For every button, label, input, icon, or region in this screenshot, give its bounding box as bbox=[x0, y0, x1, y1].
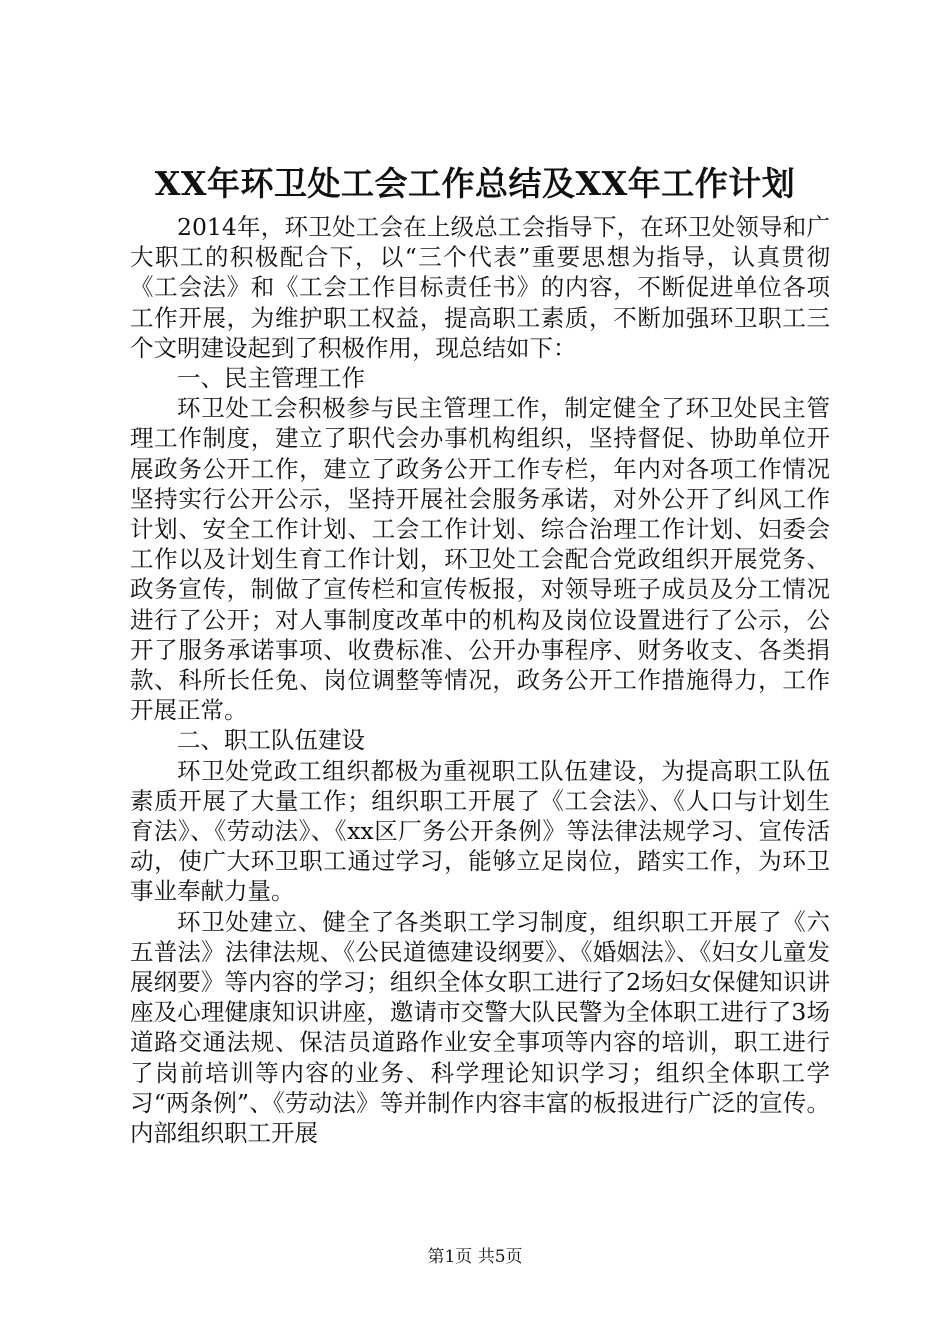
document-title: XX年环卫处工会工作总结及XX年工作计划 bbox=[154, 164, 796, 203]
paragraph-democratic-management: 环卫处工会积极参与民主管理工作，制定健全了环卫处民主管理工作制度，建立了职代会办事机构组织，坚持督促、协助单位开展政务公开工作，建立了政务公开工作专栏，年内对各项工作情况坚持实行公开公示，坚持开展社会服务承诺，对外公开了纠风工作计划、安全工作计划、工会工作计划、综合治理工作计划、妇委会工作以及计划生育工作计划，环卫处工会配合党政组织开展党务、政务宣传，制做了宣传栏和宣传板报，对领导班子成员及分工情况进行了公开；对人事制度改革中的机构及岗位设置进行了公示，公开了服务承诺事项、收费标准、公开办事程序、财务收支、各类捐款、科所长任免、岗位调整等情况，政务公开工作措施得力，工作开展正常。 bbox=[130, 394, 830, 725]
paragraph-study-system: 环卫处建立、健全了各类职工学习制度，组织职工开展了《六五普法》法律法规、《公民道德建设纲要》、《婚姻法》、《妇女儿童发展纲要》等内容的学习；组织全体女职工进行了2场妇女保健知识讲座及心理健康知识讲座，邀请市交警大队民警为全体职工进行了3场道路交通法规、保洁员道路作业安全事项等内容的培训，职工进行了岗前培训等内容的业务、科学理论知识学习；组织全体职工学习“两条例”、《劳动法》等并制作内容丰富的板报进行广泛的宣传。内部组织职工开展 bbox=[130, 907, 830, 1148]
page-footer: 第1页 共5页 bbox=[427, 1247, 523, 1267]
section-heading-workforce-building: 二、职工队伍建设 bbox=[177, 726, 365, 755]
paragraph-workforce-building: 环卫处党政工组织都极为重视职工队伍建设，为提高职工队伍素质开展了大量工作；组织职工开展了《工会法》、《人口与计划生育法》、《劳动法》、《xx区厂务公开条例》等法律法规学习、宣传活动，使广大环卫职工通过学习，能够立足岗位，踏实工作，为环卫事业奉献力量。 bbox=[130, 756, 830, 906]
paragraph-intro: 2014年，环卫处工会在上级总工会指导下，在环卫处领导和广大职工的积极配合下，以“三个代表”重要思想为指导，认真贯彻《工会法》和《工会工作目标责任书》的内容，不断促进单位各项工作开展，为维护职工权益，提高职工素质，不断加强环卫职工三个文明建设起到了积极作用，现总结如下： bbox=[130, 213, 830, 362]
document-body bbox=[130, 212, 830, 1148]
section-heading-democratic-management: 一、民主管理工作 bbox=[177, 364, 365, 393]
